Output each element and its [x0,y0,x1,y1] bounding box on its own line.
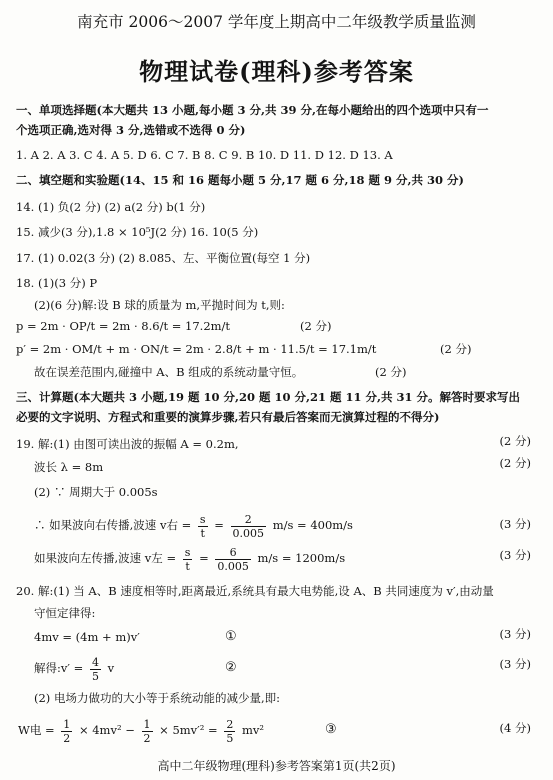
section-2-heading: 二、填空题和实验题(14、15 和 16 题每小题 5 分,17 题 6 分,18 题 9 分,共 30 分) [16,173,464,187]
q20-line-1: 20. 解:(1) 当 A、B 速度相等时,距离最近,系统具有最大电势能,设 A、B 共同速度为 v′,由动量 [16,584,494,598]
equation-mark-1: ① [225,629,237,644]
mc-answers: 1. A 2. A 3. C 4. A 5. D 6. C 7. B 8. C 9. B 10. D 11. D 12. D 13. A [16,148,393,162]
equation-p-prime: p′ = 2m · OM/t + m · ON/t = 2m · 2.8/t + m · 11.5/t = 17.1m/t [16,342,377,356]
fraction-6-over-0005: $\frac{6}{0.005}$ [217,545,249,573]
exam-header: 南充市 2006～2007 学年度上期高中二年级教学质量监测 [77,13,476,31]
q19-velocity-right: ∴ 如果波向右传播,波速 v右 = $\frac{s}{t}$ = $\frac{2}{0.005}$ m/s = 400m/s [34,512,353,540]
score-18-e: (2 分) [375,365,407,379]
q19-line-3: (2) ∵ 周期大于 0.005s [34,485,158,499]
q20-line-2: 守恒定律得: [34,606,96,620]
fraction-4-over-5: $\frac{4}{5}$ [91,655,99,683]
section-1-heading: 一、单项选择题(本大题共 13 小题,每小题 3 分,共 39 分,在每小题给出的四个选项中只有一 [16,103,489,117]
answer-18-2: (2)(6 分)解:设 B 球的质量为 m,平抛时间为 t,则: [34,298,285,312]
fraction-2-over-5: $\frac{2}{5}$ [226,717,234,745]
equation-p: p = 2m · OP/t = 2m · 8.6/t = 17.2m/t [16,319,231,333]
section-1-heading-cont: 个选项正确,选对得 3 分,选错或不选得 0 分) [16,123,246,137]
q19-line-1: 19. 解:(1) 由图可读出波的振幅 A = 0.2m, [16,437,239,451]
answer-18-conclusion: 故在误差范围内,碰撞中 A、B 组成的系统动量守恒。 [34,365,304,379]
score-19-d: (3 分) [499,517,531,531]
score-19-e: (3 分) [499,548,531,562]
section-3-heading-cont: 必要的文字说明、方程式和重要的演算步骤,若只有最后答案而无演算过程的不得分) [16,410,440,424]
q20-work-eq: W电 = $\frac{1}{2}$ × 4mv² − $\frac{1}{2}$ × 5mv′² = $\frac{2}{5}$ mv² [18,717,265,745]
score-18-d: (2 分) [440,342,472,356]
answer-17: 17. (1) 0.02(3 分) (2) 8.085、左、平衡位置(每空 1 分) [16,251,311,265]
score-20-c: (3 分) [499,627,531,641]
fraction-s-over-t: $\frac{s}{t}$ [199,512,206,540]
q20-part-2: (2) 电场力做功的大小等于系统动能的减少量,即: [34,691,280,705]
answer-14: 14. (1) 负(2 分) (2) a(2 分) b(1 分) [16,200,206,214]
score-20-f: (4 分) [499,721,531,735]
score-19-a: (2 分) [499,434,531,448]
fraction-s-over-t: $\frac{s}{t}$ [184,545,191,573]
score-19-b: (2 分) [499,456,531,470]
fraction-1-over-2: $\frac{1}{2}$ [143,717,151,745]
q20-momentum-eq: 4mv = (4m + m)v′ [34,630,140,644]
equation-mark-2: ② [225,660,237,675]
equation-mark-3: ③ [325,722,337,737]
q19-line-2: 波长 λ = 8m [34,460,104,474]
score-20-d: (3 分) [499,657,531,671]
answer-18-1: 18. (1)(3 分) P [16,276,98,290]
page-footer: 高中二年级物理(理科)参考答案第1页(共2页) [157,759,396,773]
fraction-1-over-2: $\frac{1}{2}$ [63,717,71,745]
section-3-heading: 三、计算题(本大题共 3 小题,19 题 10 分,20 题 10 分,21 题 11 分,共 31 分。解答时要求写出 [16,390,521,404]
q19-velocity-left: 如果波向左传播,波速 v左 = $\frac{s}{t}$ = $\frac{6}{0.005}$ m/s = 1200m/s [34,545,346,573]
answer-15-16: 15. 减少(3 分),1.8 × 10⁵J(2 分) 16. 10(5 分) [16,225,259,239]
q20-solution-v: 解得:v′ = $\frac{4}{5}$ v [34,655,115,683]
page-title: 物理试卷(理科)参考答案 [139,57,414,86]
fraction-2-over-0005: $\frac{2}{0.005}$ [232,512,265,540]
score-18-c: (2 分) [300,319,332,333]
